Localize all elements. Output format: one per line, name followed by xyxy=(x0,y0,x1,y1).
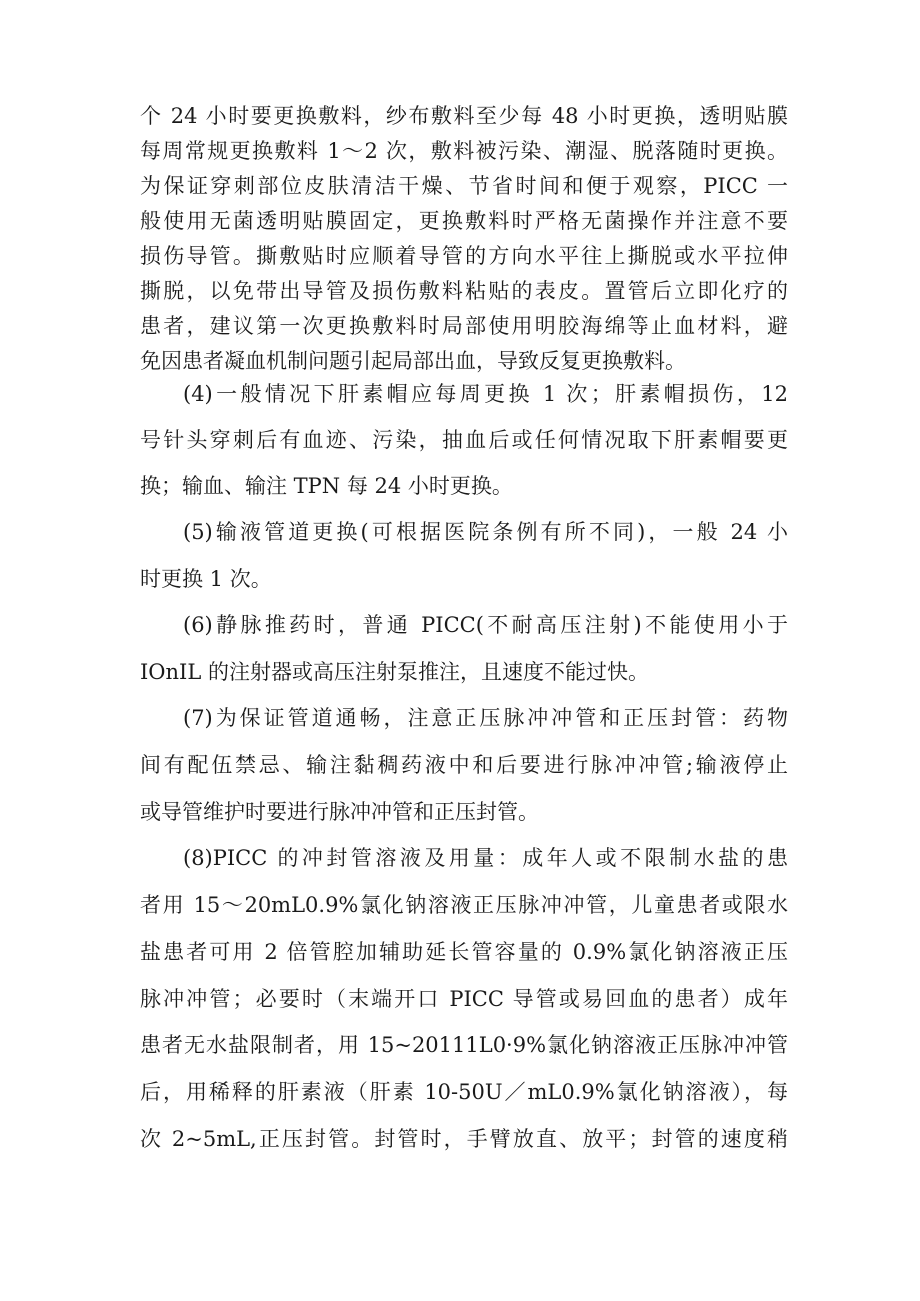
text-line: 每周常规更换敷料 1～2 次，敷料被污染、潮湿、脱落随时更换。 xyxy=(140,139,788,163)
paragraph-7-line: (7)为保证管道通畅，注意正压脉冲冲管和正压封管：药物 xyxy=(183,706,788,730)
text-line: 免因患者凝血机制问题引起局部出血，导致反复更换敷料。 xyxy=(140,349,686,373)
paragraph-5-line: 时更换 1 次。 xyxy=(140,567,272,591)
text-line: 撕脱，以免带出导管及损伤敷料粘贴的表皮。置管后立即化疗的 xyxy=(140,279,788,303)
paragraph-6-line: IOnIL 的注射器或高压注射泵推注，且速度不能过快。 xyxy=(140,660,649,684)
paragraph-4-line: 号针头穿刺后有血迹、污染，抽血后或任何情况取下肝素帽要更 xyxy=(140,428,788,452)
paragraph-8-line: 盐患者可用 2 倍管腔加辅助延长管容量的 0.9%氯化钠溶液正压 xyxy=(140,940,788,964)
text-line: 患者，建议第一次更换敷料时局部使用明胶海绵等止血材料，避 xyxy=(140,314,788,338)
paragraph-8-line: 次 2~5mL,正压封管。封管时，手臂放直、放平；封管的速度稍 xyxy=(140,1127,788,1151)
paragraph-8-line: (8)PICC 的冲封管溶液及用量：成年人或不限制水盐的患 xyxy=(183,846,788,870)
paragraph-8-line: 后，用稀释的肝素液（肝素 10-50U／mL0.9%氯化钠溶液），每 xyxy=(140,1080,788,1104)
text-line: 为保证穿刺部位皮肤清洁干燥、节省时间和便于观察，PICC 一 xyxy=(140,174,788,198)
paragraph-5-line: (5)输液管道更换(可根据医院条例有所不同)，一般 24 小 xyxy=(183,520,788,544)
text-line: 损伤导管。撕敷贴时应顺着导管的方向水平往上撕脱或水平拉伸 xyxy=(140,244,788,268)
paragraph-8-line: 者用 15～20mL0.9%氯化钠溶液正压脉冲冲管，儿童患者或限水 xyxy=(140,893,788,917)
paragraph-7-line: 间有配伍禁忌、输注黏稠药液中和后要进行脉冲冲管;输液停止 xyxy=(140,753,788,777)
text-line: 般使用无菌透明贴膜固定，更换敷料时严格无菌操作并注意不要 xyxy=(140,209,788,233)
paragraph-8-line: 脉冲冲管；必要时（末端开口 PICC 导管或易回血的患者）成年 xyxy=(140,987,788,1011)
text-line: 个 24 小时要更换敷料，纱布敷料至少每 48 小时更换，透明贴膜 xyxy=(140,104,788,128)
paragraph-6-line: (6)静脉推药时，普通 PICC(不耐高压注射)不能使用小于 xyxy=(183,613,788,637)
paragraph-4-line: (4)一般情况下肝素帽应每周更换 1 次；肝素帽损伤，12 xyxy=(183,382,788,406)
paragraph-4-line: 换；输血、输注 TPN 每 24 小时更换。 xyxy=(140,474,513,498)
paragraph-7-line: 或导管维护时要进行脉冲冲管和正压封管。 xyxy=(140,800,539,824)
paragraph-8-line: 患者无水盐限制者，用 15~20111L0·9%氯化钠溶液正压脉冲冲管 xyxy=(140,1033,788,1057)
